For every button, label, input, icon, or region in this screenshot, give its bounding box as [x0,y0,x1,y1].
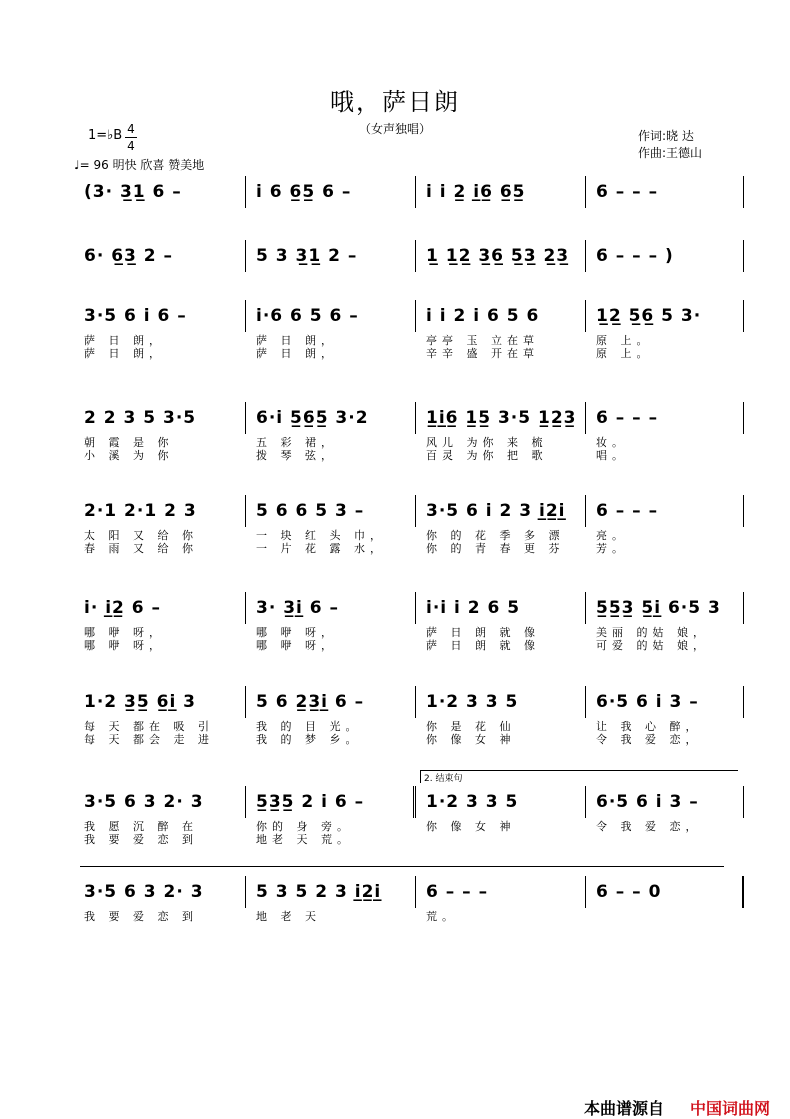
measure: i·6 6 5 6 – [246,300,416,332]
lyric-text: 我 愿 沉 醉 在 [84,820,198,833]
measure: 6·5 6 i 3 – [586,786,744,818]
lyric-text: 萨 日 朗 就 像 [426,639,540,652]
song-subtitle: （女声独唱） [358,122,431,136]
notation-line [74,592,744,624]
lyric-text [586,833,744,846]
measure: 6·5 6 i 3 – [586,686,744,718]
lyricist-credit: 作词:晓 达 [638,129,694,143]
lyric-text: 芳。 [596,542,628,555]
measure: 6 – – – [586,176,744,208]
lyric-text: 我 的 目 光。 [256,720,362,733]
lyric-text [416,833,586,846]
measure: 6 – – – ) [586,240,744,272]
lyric-line [74,820,744,833]
measure: 5 3 5 2 3 i̲2̲i̲ [246,876,416,908]
lyric-line [74,639,744,652]
lyric-text: 朝 霞 是 你 [84,436,174,449]
measure: 1̲ 1̲2̲ 3̲6̲ 5̲3̲ 2̲3̲ [416,240,586,272]
measure: 5 3 3̲1̲ 2 – [246,240,416,272]
lyric-text: 百灵 为你 把 歌 [426,449,548,462]
lyric-text: 辛辛 盛 开在草 [426,347,539,360]
measure: 3·5 6 i 2 3 i̲2̲i̲ [416,495,586,527]
measure: 3·5 6 3 2· 3 [74,786,246,818]
credits [638,128,702,162]
lyrics-block [74,720,744,746]
notation-line [74,876,744,908]
lyric-text: 你 像 女 神 [426,733,516,746]
key-signature: 1=♭B [88,128,123,143]
time-signature-top: 4 [127,122,135,136]
measure: 1·2 3 3 5 [416,686,586,718]
measure: i· i̲2̲ 6 – [74,592,246,624]
lyric-text: 荒。 [426,910,458,923]
footer-site-link[interactable]: 中国词曲网 [690,1099,771,1118]
measure: 6 – – – [586,402,744,434]
lyric-line [74,626,744,639]
lyric-text: 风儿 为你 来 梳 [426,436,548,449]
lyric-text: 哪 咿 呀， [256,639,337,652]
lyric-text: 可爱 的姑 娘， [596,639,709,652]
notation-line [74,300,744,332]
measure: i 6 6̲5̲ 6 – [246,176,416,208]
notation-line [74,402,744,434]
lyric-text: 美丽 的姑 娘， [596,626,709,639]
lyric-text: 地老 天 荒。 [256,833,353,846]
measure: 5̲3̲5̲ 2 i 6 – [246,786,416,818]
measure: i i 2 i 6 5 6 [416,300,586,332]
measure: 6·i 5̲6̲5̲ 3·2 [246,402,416,434]
lyrics-block [74,334,744,360]
measure: 1·2 3̲5̲ 6̲i̲ 3 [74,686,246,718]
lyric-text: 你 的 花 季 多 漂 [426,529,565,542]
lyric-line [74,529,744,542]
lyric-text: 令 我 爱 恋， [596,733,702,746]
lyric-line [74,542,744,555]
lyrics-block [74,910,744,923]
lyric-line [74,910,744,923]
lyric-text: 亭亭 玉 立在草 [426,334,539,347]
lyric-line [74,833,744,846]
lyric-line [74,720,744,733]
footer-source: 本曲谱源自 [584,1099,665,1118]
measure: i i 2̲ i̲6̲ 6̲5̲ [416,176,586,208]
lyric-text: 你 是 花 仙 [426,720,516,733]
measure: 3·5 6 3 2· 3 [74,876,246,908]
measure: 2·1 2·1 2 3 [74,495,246,527]
lyric-text: 令 我 爱 恋， [596,820,702,833]
lyric-text: 亮。 [596,529,628,542]
measure: 6 – – – [586,495,744,527]
lyric-text: 我 要 爱 恋 到 [84,833,198,846]
lyric-text: 萨 日 朗， [256,347,337,360]
lyric-text: 一 块 红 头 巾， [256,529,386,542]
measure: 2 2 3 5 3·5 [74,402,246,434]
time-signature-bottom: 4 [127,139,135,153]
song-title: 哦，萨日朗 [330,88,460,116]
measure: 6· 6̲3̲ 2 – [74,240,246,272]
lyric-text: 唱。 [596,449,628,462]
lyric-text: 我 的 梦 乡。 [256,733,362,746]
notation-line [74,686,744,718]
lyric-text: 你 的 青 春 更 芬 [426,542,565,555]
lyric-text: 萨 日 朗， [84,334,165,347]
lyric-text: 春 雨 又 给 你 [84,542,198,555]
notation-line [74,495,744,527]
lyric-text: 哪 咿 呀， [256,626,337,639]
lyric-text: 每 天 都会 走 进 [84,733,214,746]
measure: 5̲5̲3̲ 5̲i̲ 6·5 3 [586,592,744,624]
lyric-text: 五 彩 裙， [256,436,337,449]
measure: i·i i 2 6 5 [416,592,586,624]
lyric-text: 地 老 天 [256,910,321,923]
notation-line [74,786,744,818]
lyric-text: 你 像 女 神 [426,820,516,833]
lyric-text: 妆。 [596,436,628,449]
lyric-text: 太 阳 又 给 你 [84,529,198,542]
lyric-line [74,334,744,347]
lyric-text: 哪 咿 呀， [84,639,165,652]
lyrics-block [74,436,744,462]
lyric-line [74,733,744,746]
measure: 6 – – – [416,876,586,908]
lyrics-block [74,626,744,652]
lyric-divider [80,866,724,867]
lyric-text: 一 片 花 露 水， [256,542,386,555]
lyric-text: 拨 琴 弦， [256,449,337,462]
lyric-text: 哪 咿 呀， [84,626,165,639]
lyrics-block [74,820,744,846]
lyric-text: 每 天 都在 吸 引 [84,720,214,733]
measure: 5 6 6 5 3 – [246,495,416,527]
lyric-text: 小 溪 为 你 [84,449,174,462]
composer-credit: 作曲:王德山 [638,146,703,160]
tempo-marking: ♩= 96 明快 欣喜 赞美地 [74,158,205,172]
lyric-text: 让 我 心 醉， [596,720,702,733]
lyric-text: 原 上。 [596,347,653,360]
lyric-text: 你的 身 旁。 [256,820,353,833]
measure: 1̲i̲6̲ 1̲5̲ 3·5 1̲2̲3̲ [416,402,586,434]
lyric-text: 萨 日 朗 就 像 [426,626,540,639]
lyric-text: 萨 日 朗， [256,334,337,347]
measure: 3·5 6 i 6 – [74,300,246,332]
lyrics-block [74,529,744,555]
time-signature [124,122,138,153]
lyric-line [74,347,744,360]
lyric-text: 萨 日 朗， [84,347,165,360]
ending-label: 2. 结束句 [420,770,738,783]
lyric-line [74,436,744,449]
lyric-text [586,910,744,923]
lyric-line [74,449,744,462]
lyric-text: 原 上。 [596,334,653,347]
notation-line [74,176,744,208]
measure: 5 6 2̲3̲i̲ 6 – [246,686,416,718]
lyric-text: 我 要 爱 恋 到 [84,910,198,923]
measure: (3· 3̲1̲ 6 – [74,176,246,208]
measure: 1·2 3 3 5 [416,786,586,818]
measure: 3· 3̲i̲ 6 – [246,592,416,624]
measure: 1̲2̲ 5̲6̲ 5 3· [586,300,744,332]
measure: 6 – – 0 [586,876,744,908]
notation-line [74,240,744,272]
